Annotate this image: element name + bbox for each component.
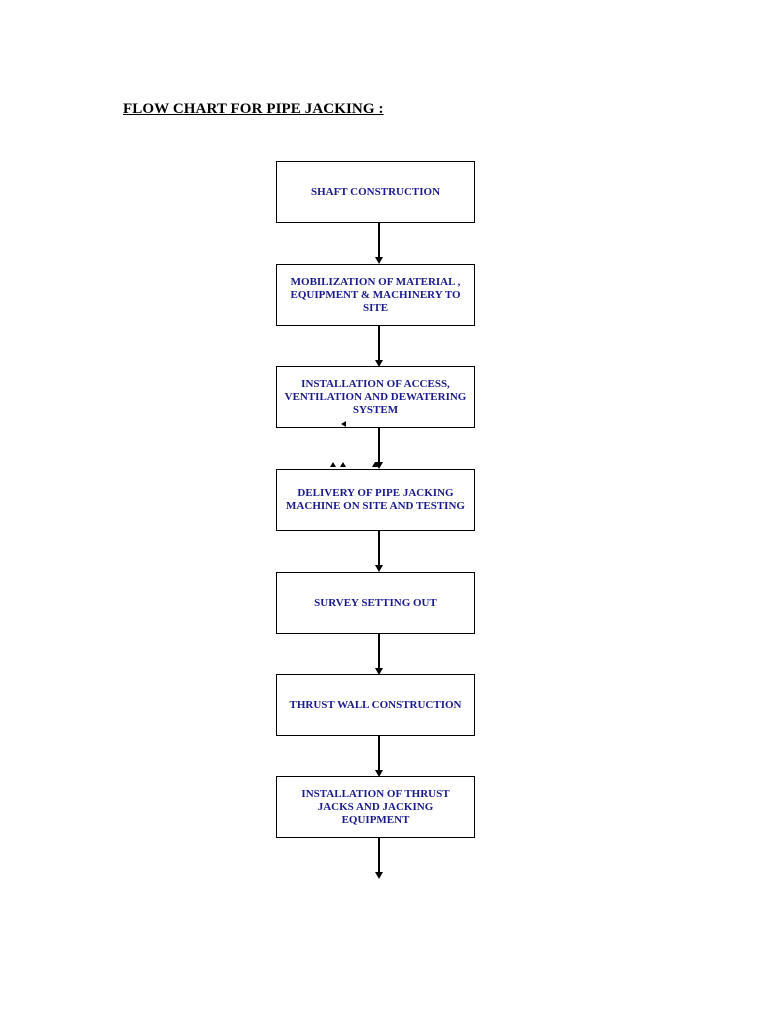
stray-arrow-icon: [372, 462, 378, 467]
step-label: MOBILIZATION OF MATERIAL , EQUIPMENT & MACHINERY TO SITE: [290, 275, 461, 314]
connector-line: [378, 634, 380, 668]
arrowhead-icon: [375, 565, 383, 572]
step-label: THRUST WALL CONSTRUCTION: [289, 698, 462, 711]
connector-line: [378, 736, 380, 770]
step-box-shaft-construction: [276, 161, 475, 223]
step-label: INSTALLATION OF ACCESS, VENTILATION AND DEWATERING SYSTEM: [284, 377, 467, 416]
step-box-thrust-wall: [276, 674, 475, 736]
stray-arrow-icon: [340, 462, 346, 467]
arrowhead-icon: [375, 257, 383, 264]
step-box-delivery-machine: [276, 469, 475, 531]
step-box-thrust-jacks: [276, 776, 475, 838]
connector-line: [378, 428, 380, 462]
connector-line: [378, 326, 380, 360]
step-box-mobilization: [276, 264, 475, 326]
step-box-survey-setting-out: [276, 572, 475, 634]
arrowhead-icon: [375, 872, 383, 879]
stray-arrow-icon: [341, 421, 346, 427]
connector-line: [378, 531, 380, 565]
connector-line: [378, 223, 380, 257]
step-label: INSTALLATION OF THRUST JACKS AND JACKING EQUIPMENT: [301, 787, 450, 826]
step-label: DELIVERY OF PIPE JACKING MACHINE ON SITE AND TESTING: [286, 487, 465, 512]
stray-arrow-icon: [330, 462, 336, 467]
step-box-installation-access: [276, 366, 475, 428]
connector-line: [378, 838, 380, 872]
page-title: FLOW CHART FOR PIPE JACKING :: [123, 101, 384, 117]
step-label: SHAFT CONSTRUCTION: [310, 185, 441, 198]
step-label: SURVEY SETTING OUT: [314, 596, 437, 609]
